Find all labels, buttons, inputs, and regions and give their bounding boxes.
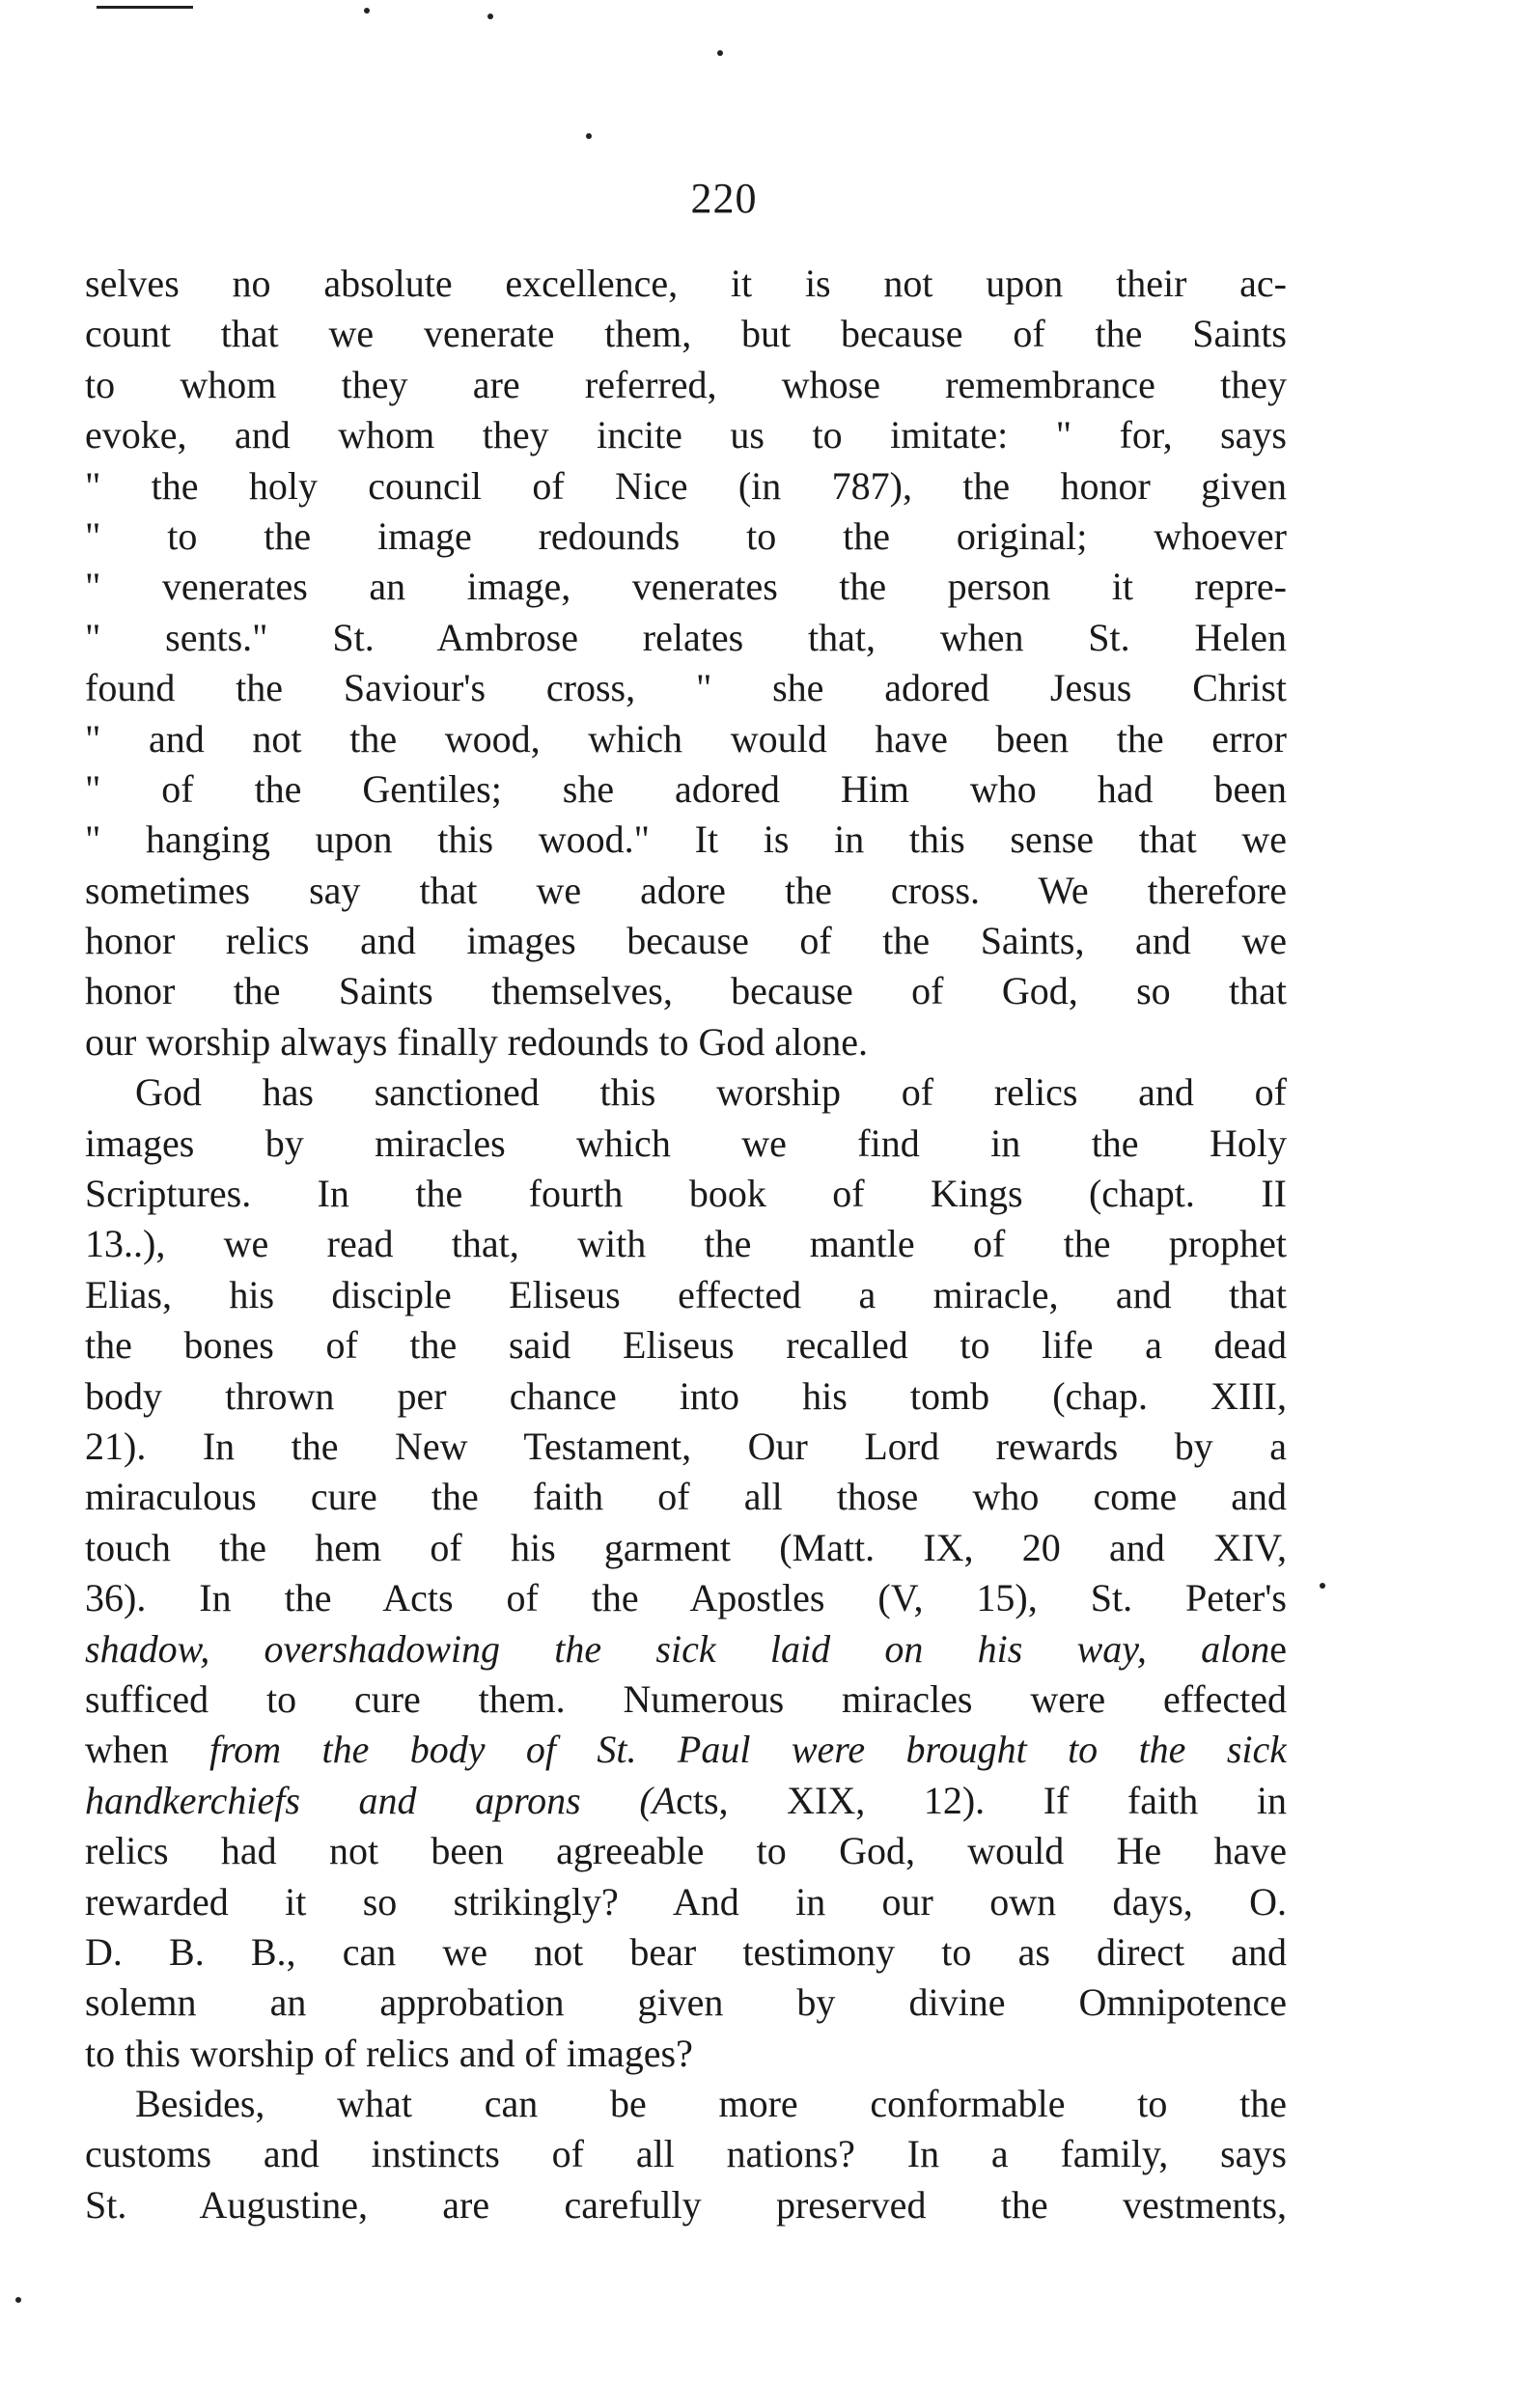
- text-line: honor the Saints themselves, because of God, so that: [85, 969, 1287, 1013]
- ink-speck: [717, 50, 723, 56]
- text-line: " venerates an image, venerates the person it repre-: [85, 565, 1287, 609]
- text-line: solemn an approbation given by divine Omnipotence: [85, 1980, 1287, 2025]
- ink-speck: [487, 14, 493, 19]
- text-line: honor relics and images because of the Saints, and we: [85, 919, 1287, 963]
- ink-speck: [15, 2297, 21, 2303]
- text-line: sufficed to cure them. Numerous miracles were effected: [85, 1676, 1287, 1721]
- page-number: 220: [690, 175, 758, 222]
- text-line: " to the image redounds to the original; whoever: [85, 513, 1287, 558]
- text-line: " of the Gentiles; she adored Him who had been: [85, 766, 1287, 811]
- text-line: 13..), we read that, with the mantle of the prophet: [85, 1222, 1287, 1266]
- text-line: when from the body of St. Paul were brought to the sick: [85, 1728, 1287, 1772]
- text-line: selves no absolute excellence, it is not upon their ac-: [85, 262, 1287, 305]
- text-line: " hanging upon this wood." It is in this sense that we: [85, 817, 1287, 862]
- text-line: evoke, and whom they incite us to imitate: " for, says: [85, 413, 1287, 457]
- ink-speck: [364, 8, 370, 14]
- text-line: miraculous cure the faith of all those who come and: [85, 1475, 1287, 1519]
- text-line: images by miracles which we find in the Holy: [85, 1121, 1287, 1165]
- text-line: to whom they are referred, whose remembrance they: [85, 362, 1287, 406]
- text-line: 36). In the Acts of the Apostles (V, 15), St. Peter's: [85, 1576, 1287, 1620]
- text-line: touch the hem of his garment (Matt. IX, 20 and XIV,: [85, 1525, 1287, 1569]
- text-line: D. B. B., can we not bear testimony to as direct and: [85, 1929, 1287, 1974]
- text-line: customs and instincts of all nations? In a family, says: [85, 2132, 1287, 2176]
- text-line: " sents." St. Ambrose relates that, when St. Helen: [85, 615, 1287, 659]
- body-text: [85, 259, 1287, 2230]
- paragraph-start-line: God has sanctioned this worship of relics and of: [135, 1070, 1287, 1115]
- text-line: found the Saviour's cross, " she adored Jesus Christ: [85, 666, 1287, 710]
- paragraph-end-line: to this worship of relics and of images?: [85, 2031, 693, 2075]
- text-line: body thrown per chance into his tomb (chap. XIII,: [85, 1373, 1287, 1418]
- paragraph-end-line: our worship always finally redounds to God alone.: [85, 1019, 868, 1064]
- ink-speck: [1320, 1583, 1325, 1589]
- text-line: relics had not been agreeable to God, would He have: [85, 1829, 1287, 1873]
- text-line: Scriptures. In the fourth book of Kings (chapt. II: [85, 1172, 1287, 1216]
- ink-speck: [586, 133, 592, 139]
- text-line: handkerchiefs and aprons (Acts, XIX, 12). If faith in: [85, 1778, 1287, 1822]
- text-line: " and not the wood, which would have been the error: [85, 716, 1287, 761]
- text-line: the bones of the said Eliseus recalled to life a dead: [85, 1323, 1287, 1368]
- text-line: sometimes say that we adore the cross. We therefore: [85, 868, 1287, 912]
- top-rule: [97, 6, 193, 9]
- paragraph-start-line: Besides, what can be more conformable to the: [135, 2082, 1287, 2126]
- text-line: " the holy council of Nice (in 787), the honor given: [85, 463, 1287, 508]
- text-line: count that we venerate them, but because of the Saints: [85, 312, 1287, 356]
- text-line: 21). In the New Testament, Our Lord rewards by a: [85, 1424, 1287, 1468]
- text-line: rewarded it so strikingly? And in our own days, O.: [85, 1879, 1287, 1924]
- text-line: Elias, his disciple Eliseus effected a miracle, and that: [85, 1272, 1287, 1316]
- text-line: St. Augustine, are carefully preserved the vestments,: [85, 2182, 1287, 2227]
- text-line: shadow, overshadowing the sick laid on his way, alone: [85, 1626, 1287, 1671]
